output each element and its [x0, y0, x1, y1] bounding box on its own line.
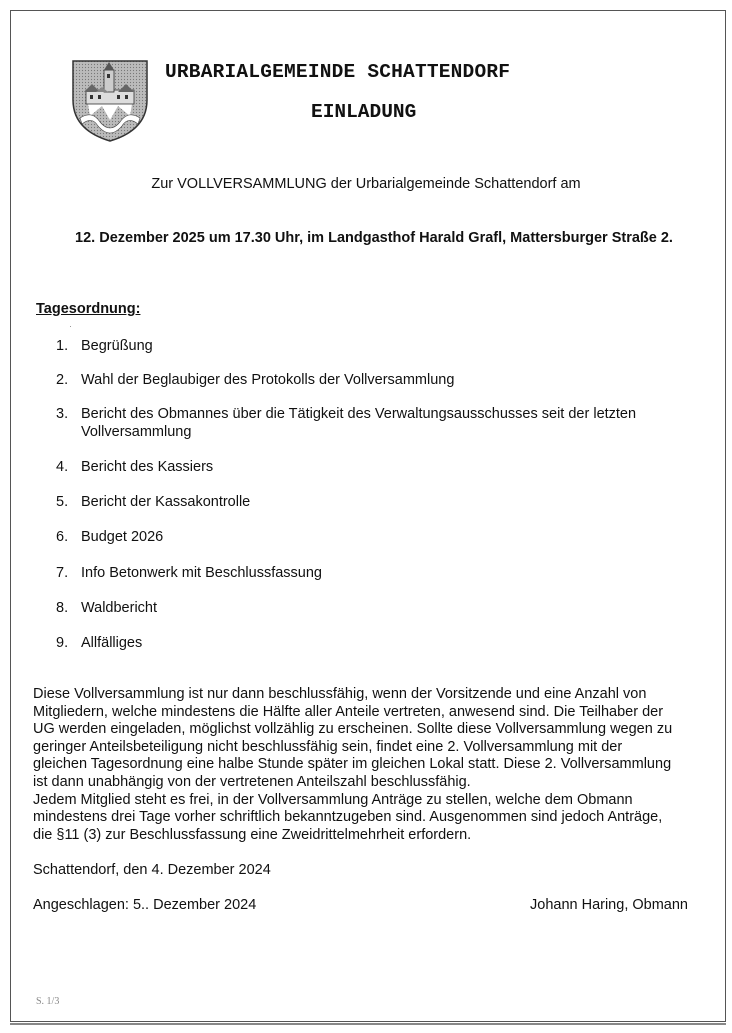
agenda-item-text: Budget 2026	[81, 529, 164, 545]
body-line: ist dann unabhängig von der vertretenen Anteilszahl beschlussfähig.	[33, 773, 471, 790]
body-line: Diese Vollversammlung ist nur dann beschlussfähig, wenn der Vorsitzende und eine Anzahl von	[33, 686, 647, 702]
agenda-heading: Tagesordnung:	[36, 301, 141, 317]
body-line: Jedem Mitglied steht es frei, in der Vollversammlung Anträge zu stellen, welche dem Obmann	[33, 791, 633, 808]
agenda-item-text: Begrüßung	[81, 338, 153, 354]
body-line: geringer Anteilsbeteiligung nicht beschlussfähig sein, findet eine 2. Vollversammlung mit der	[33, 738, 623, 755]
agenda-item-number: 6.	[56, 529, 69, 545]
agenda-item-text: Allfälliges	[81, 635, 143, 651]
page-edge	[10, 1023, 726, 1025]
document-title: EINLADUNG	[311, 101, 417, 123]
organization-name: URBARIALGEMEINDE SCHATTENDORF	[165, 61, 511, 83]
agenda-item-number: 8.	[56, 600, 69, 616]
agenda-item-text: Waldbericht	[81, 600, 158, 616]
agenda-item-number: 4.	[56, 459, 69, 475]
agenda-item-number: 9.	[56, 635, 69, 651]
body-line: mindestens drei Tage vorher schriftlich bekanntzugeben sind. Ausgenommen sind jedoch Anträge,	[33, 809, 663, 826]
coat-of-arms-icon	[72, 60, 148, 142]
body-line: gleichen Tagesordnung eine halbe Stunde später im gleichen Lokal statt. Diese 2. Vollversammlung	[33, 756, 672, 773]
agenda-item-text: Bericht des Kassiers	[81, 459, 214, 475]
agenda-item-text: Wahl der Beglaubiger des Protokolls der Vollversammlung	[81, 372, 455, 388]
agenda-item-text: Info Betonwerk mit Beschlussfassung	[81, 565, 322, 581]
signature: Johann Haring, Obmann	[530, 897, 688, 913]
body-line: UG werden eingeladen, möglichst vollzählig zu erscheinen. Sollte diese Vollversammlung wegen zu	[33, 721, 673, 738]
page-number: S. 1/3	[36, 996, 60, 1007]
agenda-item-text: Bericht des Obmannes über die Tätigkeit des Verwaltungsausschusses seit der letzten	[81, 406, 637, 422]
agenda-item-text: Bericht der Kassakontrolle	[81, 494, 251, 510]
agenda-item-number: 1.	[56, 338, 69, 354]
place-date: Schattendorf, den 4. Dezember 2024	[33, 862, 271, 878]
posted-date: Angeschlagen: 5.. Dezember 2024	[33, 897, 257, 913]
intro-line: Zur VOLLVERSAMMLUNG der Urbarialgemeinde Schattendorf am	[151, 176, 581, 192]
body-line: die §11 (3) zur Beschlussfassung eine Zweidrittelmehrheit erfordern.	[33, 826, 472, 843]
agenda-item-text-continued: Vollversammlung	[81, 424, 192, 440]
body-line: Mitgliedern, welche mindestens die Hälfte aller Anteile vertreten, anwesend sind. Die Teilhaber der	[33, 703, 664, 720]
agenda-item-number: 7.	[56, 565, 69, 581]
agenda-item-number: 3.	[56, 406, 69, 422]
meeting-details: 12. Dezember 2025 um 17.30 Uhr, im Landgasthof Harald Grafl, Mattersburger Straße 2.	[75, 230, 673, 246]
agenda-item-number: 2.	[56, 372, 69, 388]
quorum-paragraph	[33, 686, 713, 844]
scan-speck	[70, 326, 71, 327]
agenda-item-number: 5.	[56, 494, 69, 510]
